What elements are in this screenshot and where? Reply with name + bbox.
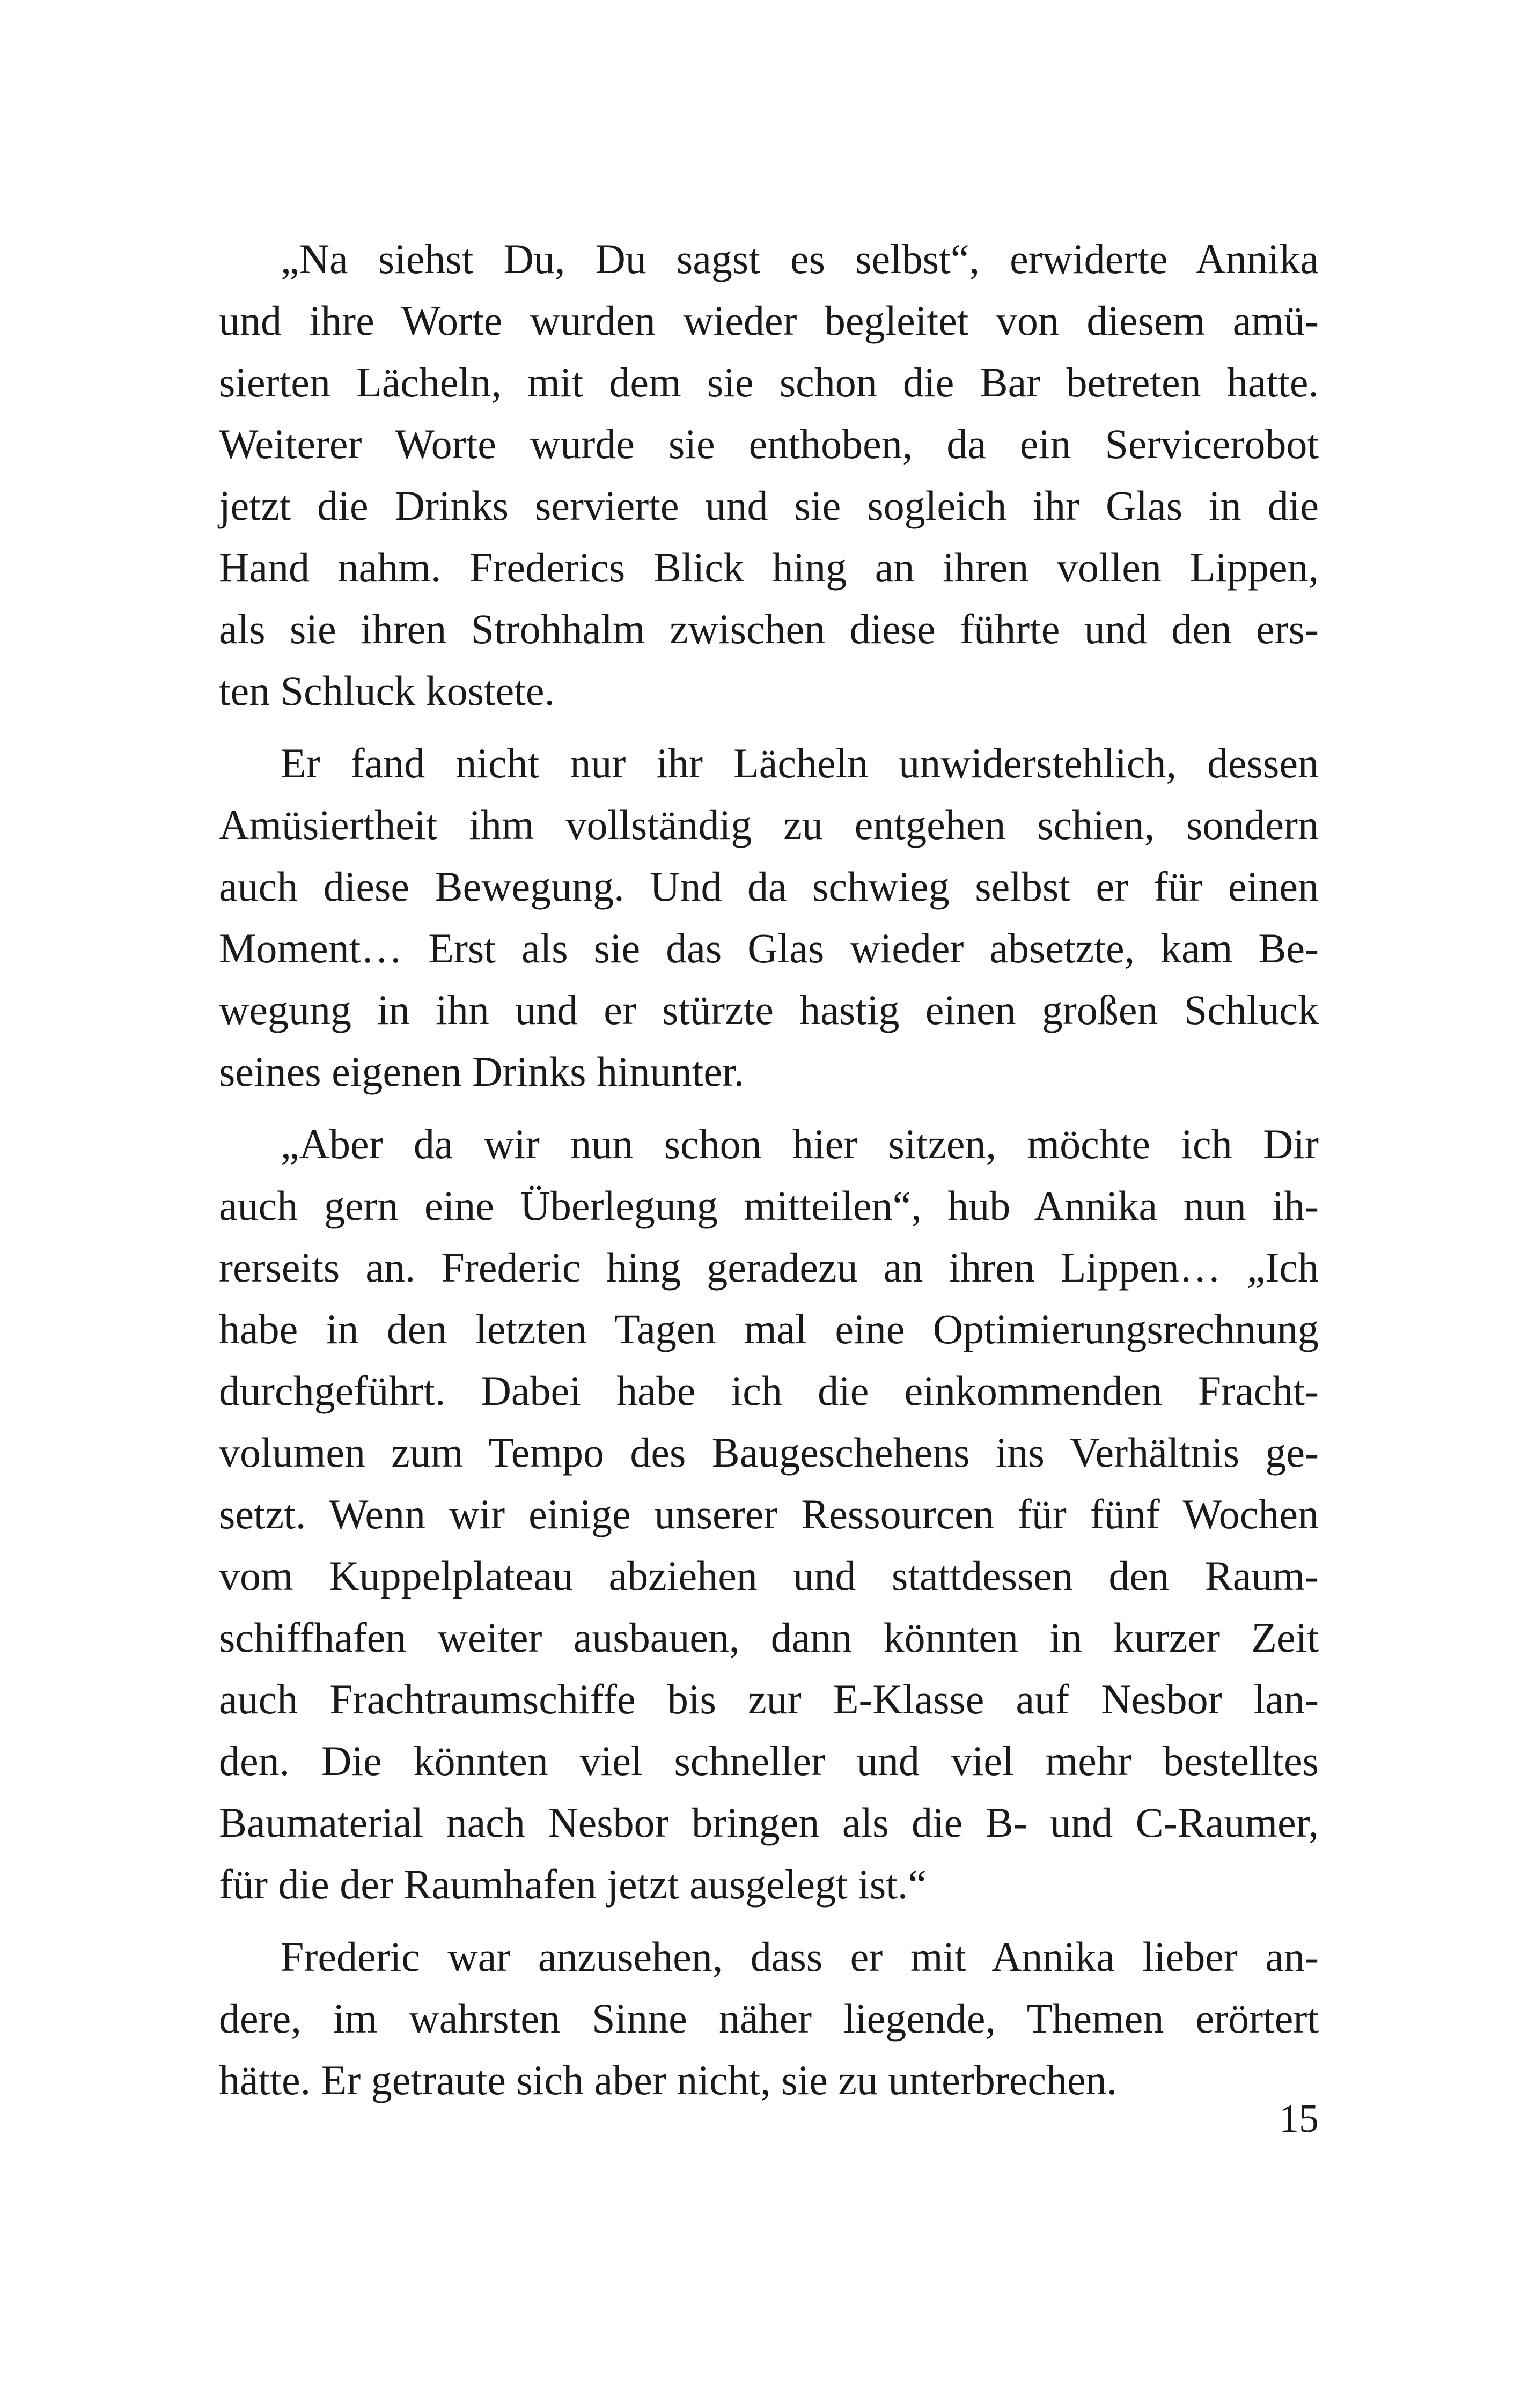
paragraph [219, 228, 1319, 721]
body-text [219, 228, 1319, 2111]
text-line: Frederic war anzusehen, dass er mit Annika lieber an- [281, 1933, 1319, 1980]
text-line: hätte. Er getraute sich aber nicht, sie zu unterbrechen. [219, 2057, 1118, 2103]
text-line: ten Schluck kostete. [219, 667, 555, 714]
text-line: auch diese Bewegung. Und da schwieg selbst er für einen [219, 863, 1319, 910]
text-line: auch gern eine Überlegung mitteilen“, hub Annika nun ih- [219, 1182, 1319, 1229]
text-line: wegung in ihn und er stürzte hastig einen großen Schluck [219, 986, 1319, 1033]
text-line: Baumaterial nach Nesbor bringen als die B- und C-Raumer, [219, 1799, 1319, 1846]
text-line: auch Frachtraumschiffe bis zur E-Klasse auf Nesbor lan- [219, 1676, 1319, 1722]
text-line: Amüsiertheit ihm vollständig zu entgehen schien, sondern [219, 801, 1319, 848]
text-line: den. Die könnten viel schneller und viel mehr bestelltes [219, 1737, 1319, 1784]
text-line: als sie ihren Strohhalm zwischen diese führte und den ers- [219, 606, 1319, 652]
text-line: volumen zum Tempo des Baugeschehens ins Verhältnis ge- [219, 1429, 1319, 1476]
text-line: setzt. Wenn wir einige unserer Ressourcen für fünf Wochen [219, 1491, 1319, 1537]
text-line: rerseits an. Frederic hing geradezu an ihren Lippen… „Ich [219, 1244, 1319, 1291]
paragraph [219, 732, 1319, 1102]
text-line: habe in den letzten Tagen mal eine Optimierungsrechnung [219, 1306, 1319, 1352]
paragraph [219, 1113, 1319, 1915]
text-line: durchgeführt. Dabei habe ich die einkommenden Fracht- [219, 1367, 1319, 1414]
text-line: seines eigenen Drinks hinunter. [219, 1048, 745, 1095]
text-line: Moment… Erst als sie das Glas wieder absetzte, kam Be- [219, 925, 1319, 971]
text-line: Hand nahm. Frederics Blick hing an ihren vollen Lippen, [219, 544, 1319, 591]
paragraph [219, 1926, 1319, 2111]
text-line: und ihre Worte wurden wieder begleitet von diesem amü- [219, 297, 1319, 344]
text-line: Weiterer Worte wurde sie enthoben, da ein Servicerobot [219, 421, 1319, 467]
text-line: sierten Lächeln, mit dem sie schon die Bar betreten hatte. [219, 359, 1319, 406]
text-line: „Aber da wir nun schon hier sitzen, möchte ich Dir [281, 1121, 1319, 1167]
text-line: Er fand nicht nur ihr Lächeln unwiderstehlich, dessen [281, 740, 1319, 786]
page-number: 15 [1279, 2097, 1319, 2141]
text-line: jetzt die Drinks servierte und sie sogleich ihr Glas in die [219, 482, 1319, 529]
text-line: vom Kuppelplateau abziehen und stattdessen den Raum- [219, 1552, 1319, 1599]
text-line: schiffhafen weiter ausbauen, dann könnten in kurzer Zeit [219, 1614, 1319, 1661]
text-line: für die der Raumhafen jetzt ausgelegt ist.“ [219, 1861, 927, 1908]
text-line: dere, im wahrsten Sinne näher liegende, Themen erörtert [219, 1995, 1319, 2042]
text-line: „Na siehst Du, Du sagst es selbst“, erwiderte Annika [281, 235, 1319, 282]
